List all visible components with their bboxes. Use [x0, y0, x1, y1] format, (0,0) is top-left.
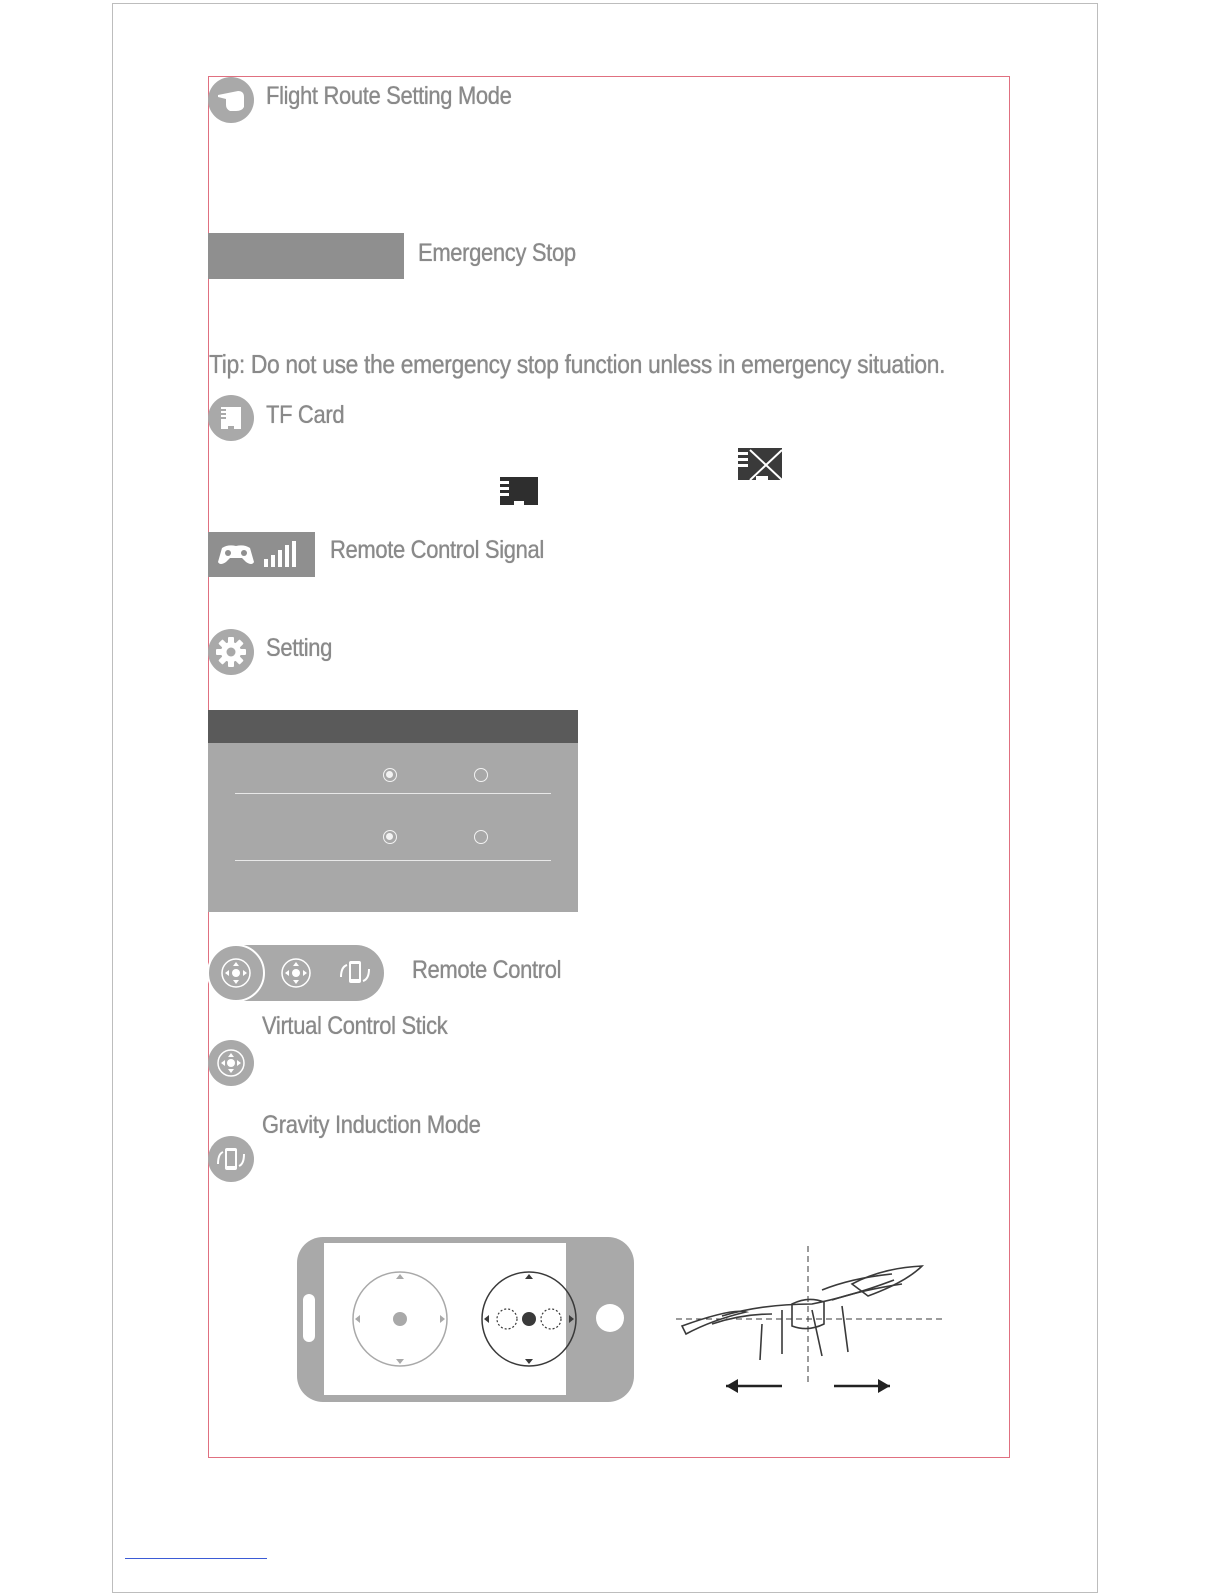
settings-panel-header [208, 710, 578, 743]
settings-panel [208, 710, 578, 912]
phone-virtual-sticks-illustration [296, 1236, 636, 1404]
gamepad-signal-icon [208, 532, 315, 577]
drone-tilt-illustration [672, 1244, 948, 1394]
phone-rotate-icon [208, 1136, 254, 1182]
settings-divider [235, 860, 551, 861]
settings-row2-radio-right[interactable] [474, 830, 488, 844]
settings-row1-radio-right[interactable] [474, 768, 488, 782]
hand-point-icon [208, 77, 254, 123]
tf-card-icon [208, 395, 254, 441]
remote-control-mode-selector [207, 943, 387, 1003]
footer-link-underline[interactable] [125, 1558, 267, 1559]
emergency-stop-button-image [208, 233, 404, 279]
joystick-icon [208, 1040, 254, 1086]
tf-card-inserted-icon [498, 475, 540, 507]
settings-row2-radio-left[interactable] [383, 830, 397, 844]
gear-icon [208, 629, 254, 675]
tf-card-missing-icon [736, 446, 784, 482]
settings-divider [235, 793, 551, 794]
virtual-stick-heading: Virtual Control Stick [262, 1012, 448, 1040]
settings-row1-radio-left[interactable] [383, 768, 397, 782]
emergency-stop-heading: Emergency Stop [418, 239, 576, 267]
flight-route-heading: Flight Route Setting Mode [266, 82, 512, 110]
setting-heading: Setting [266, 634, 333, 662]
gravity-mode-heading: Gravity Induction Mode [262, 1111, 481, 1139]
remote-control-heading: Remote Control [412, 956, 562, 984]
remote-signal-heading: Remote Control Signal [330, 536, 544, 564]
tip-text: Tip: Do not use the emergency stop function unless in emergency situation. [209, 349, 946, 379]
tf-card-heading: TF Card [266, 401, 345, 429]
